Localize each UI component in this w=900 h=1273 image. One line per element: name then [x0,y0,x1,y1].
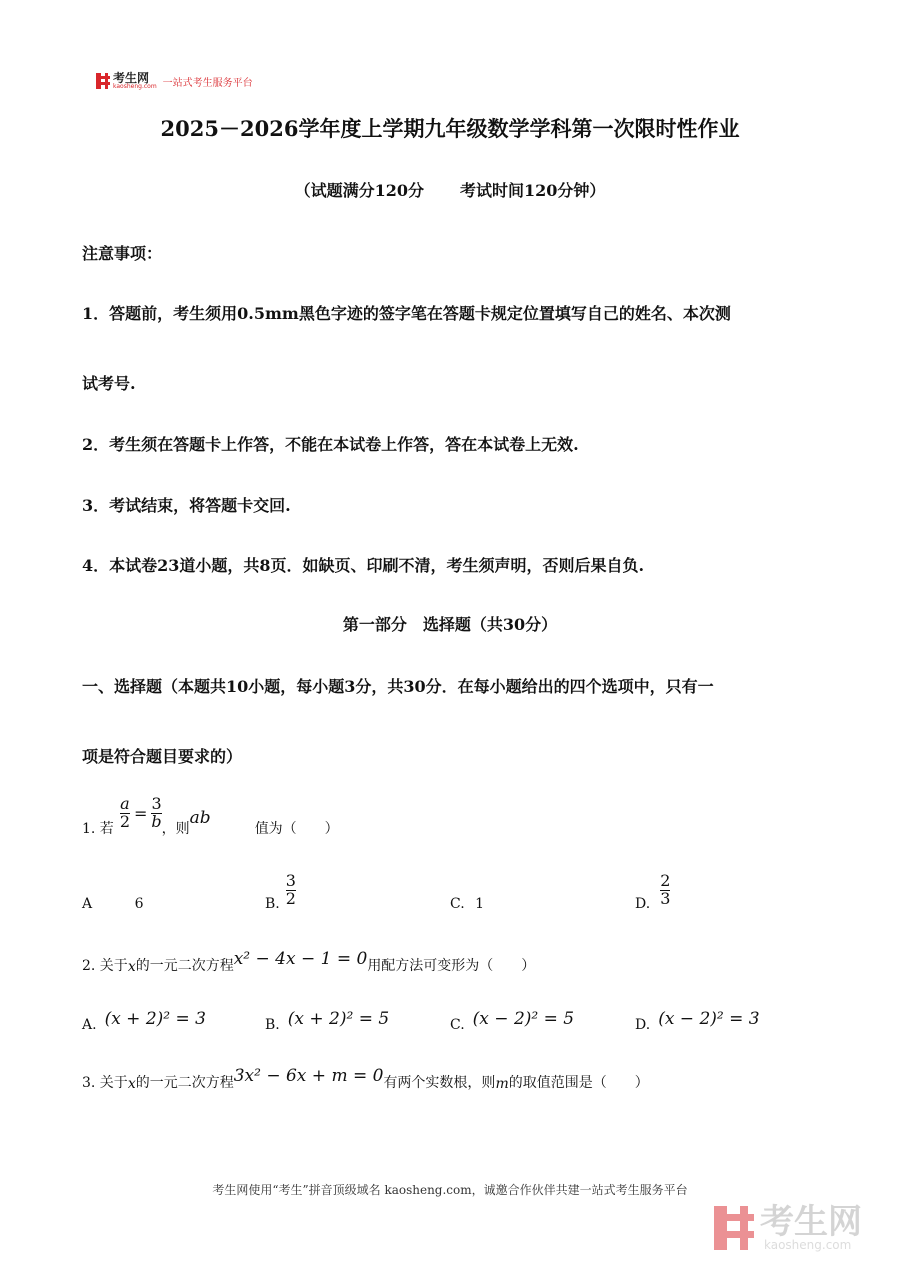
q1-frac2 [151,793,162,831]
q1-option-d-num: 2 [660,870,671,890]
part1-heading: 第一部分 选择题（共30分） [342,615,558,634]
q1-frac1-num: a [120,793,130,813]
q3-equation: 3x² − 6x + m = 0 [233,1066,384,1086]
notes-heading: 注意事项： [82,244,163,263]
q2-prefix: 2. 关于 [82,958,128,974]
watermark-logo [714,1202,862,1252]
q2-mid: 的一元二次方程 [135,958,234,974]
q2-suffix: 用配方法可变形为（ ） [367,958,536,974]
q1-option-d[interactable] [635,868,670,912]
header-logo [96,72,253,90]
q1-prefix: 1. 若 [82,821,114,837]
q1-option-d-den: 3 [660,888,671,908]
q3-suffix1: 有两个实数根，则 [383,1075,496,1091]
q1-frac1 [119,793,130,831]
exam-duration: 考试时间120分钟） [460,181,606,200]
q1-option-d-frac [660,870,671,908]
full-score: （试题满分120分 [294,181,424,200]
q1-option-b-num: 3 [285,870,296,890]
q2-option-c-value: (x − 2)² = 5 [472,1009,575,1029]
q1-option-a-value: 6 [134,896,144,912]
q3-prefix: 3. 关于 [82,1075,128,1091]
q1-frac1-den: 2 [119,811,130,831]
page-footer: 考生网使用“考生”拼音顶级域名 kaosheng.com，诚邀合作伙伴共建一站式考生服务平台 [212,1183,688,1197]
watermark-icon [714,1206,754,1250]
q3-mid: 的一元二次方程 [135,1075,234,1091]
q1-equals: = [134,803,148,823]
q2-option-d-value: (x − 2)² = 3 [658,1009,760,1029]
q2-equation: x² − 4x − 1 = 0 [233,949,368,969]
q1-option-c-value: 1 [475,896,485,912]
q1-option-d-label: D. [635,896,651,912]
q3-var: x [127,1076,136,1092]
logo-name: 考生网 [113,71,150,85]
q1-option-b-den: 2 [285,888,296,908]
q2-var: x [127,959,136,975]
q2-option-c[interactable] [450,1009,575,1033]
q1-option-c-label: C. [450,896,465,912]
q1-option-b[interactable] [265,868,296,912]
q1-var: ab [189,808,211,828]
q1-option-a-label: A [82,896,93,912]
note-item-4: 4．本试卷23道小题，共8页．如缺页、印刷不清，考生须声明，否则后果自负. [82,556,645,575]
question-1 [82,788,339,838]
q2-option-c-label: C. [450,1017,465,1033]
note-item-3: 3．考试结束，将答题卡交回. [82,496,291,515]
watermark-domain: kaosheng.com [764,1238,852,1252]
logo-icon [96,73,110,89]
q1-option-b-frac [285,870,296,908]
q2-option-a-label: A. [82,1017,97,1033]
q2-option-a-value: (x + 2)² = 3 [104,1009,206,1029]
q1-option-b-label: B. [265,896,280,912]
exam-subtitle [0,178,900,201]
q2-option-b-value: (x + 2)² = 5 [287,1009,390,1029]
q1-option-c[interactable] [450,896,484,912]
note-item-2: 2．考生须在答题卡上作答，不能在本试卷上作答，答在本试卷上无效. [82,435,579,454]
q1-frac2-num: 3 [151,793,162,813]
q2-option-a[interactable] [82,1009,206,1033]
q2-option-b-label: B. [265,1017,280,1033]
q1-option-a[interactable] [82,896,144,912]
watermark-name: 考生网 [760,1202,862,1242]
q3-suffix2: 的取值范围是（ ） [508,1075,649,1091]
q3-var2: m [495,1076,509,1092]
note-item-1: 1．答题前，考生须用0.5mm黑色字迹的签字笔在答题卡规定位置填写自己的姓名、本次测 [82,304,731,323]
q1-frac2-den: b [151,811,162,831]
q1-suffix: 值为（ ） [254,821,339,837]
q2-option-d[interactable] [635,1009,760,1033]
header-slogan: 一站式考生服务平台 [162,77,253,89]
question-2 [82,949,536,975]
section-instructions-line2: 项是符合题目要求的） [82,747,243,766]
q2-option-b[interactable] [265,1009,390,1033]
q1-mid: ，则 [161,821,190,837]
exam-title: 2025－2026学年度上学期九年级数学学科第一次限时性作业 [160,116,740,141]
q2-option-d-label: D. [635,1017,651,1033]
section-instructions-line1: 一、选择题（本题共10小题，每小题3分，共30分．在每小题给出的四个选项中，只有一 [82,677,714,696]
logo-domain: kaosheng.com [113,83,157,90]
question-3 [82,1066,649,1092]
note-item-1-cont: 试考号. [82,374,136,393]
